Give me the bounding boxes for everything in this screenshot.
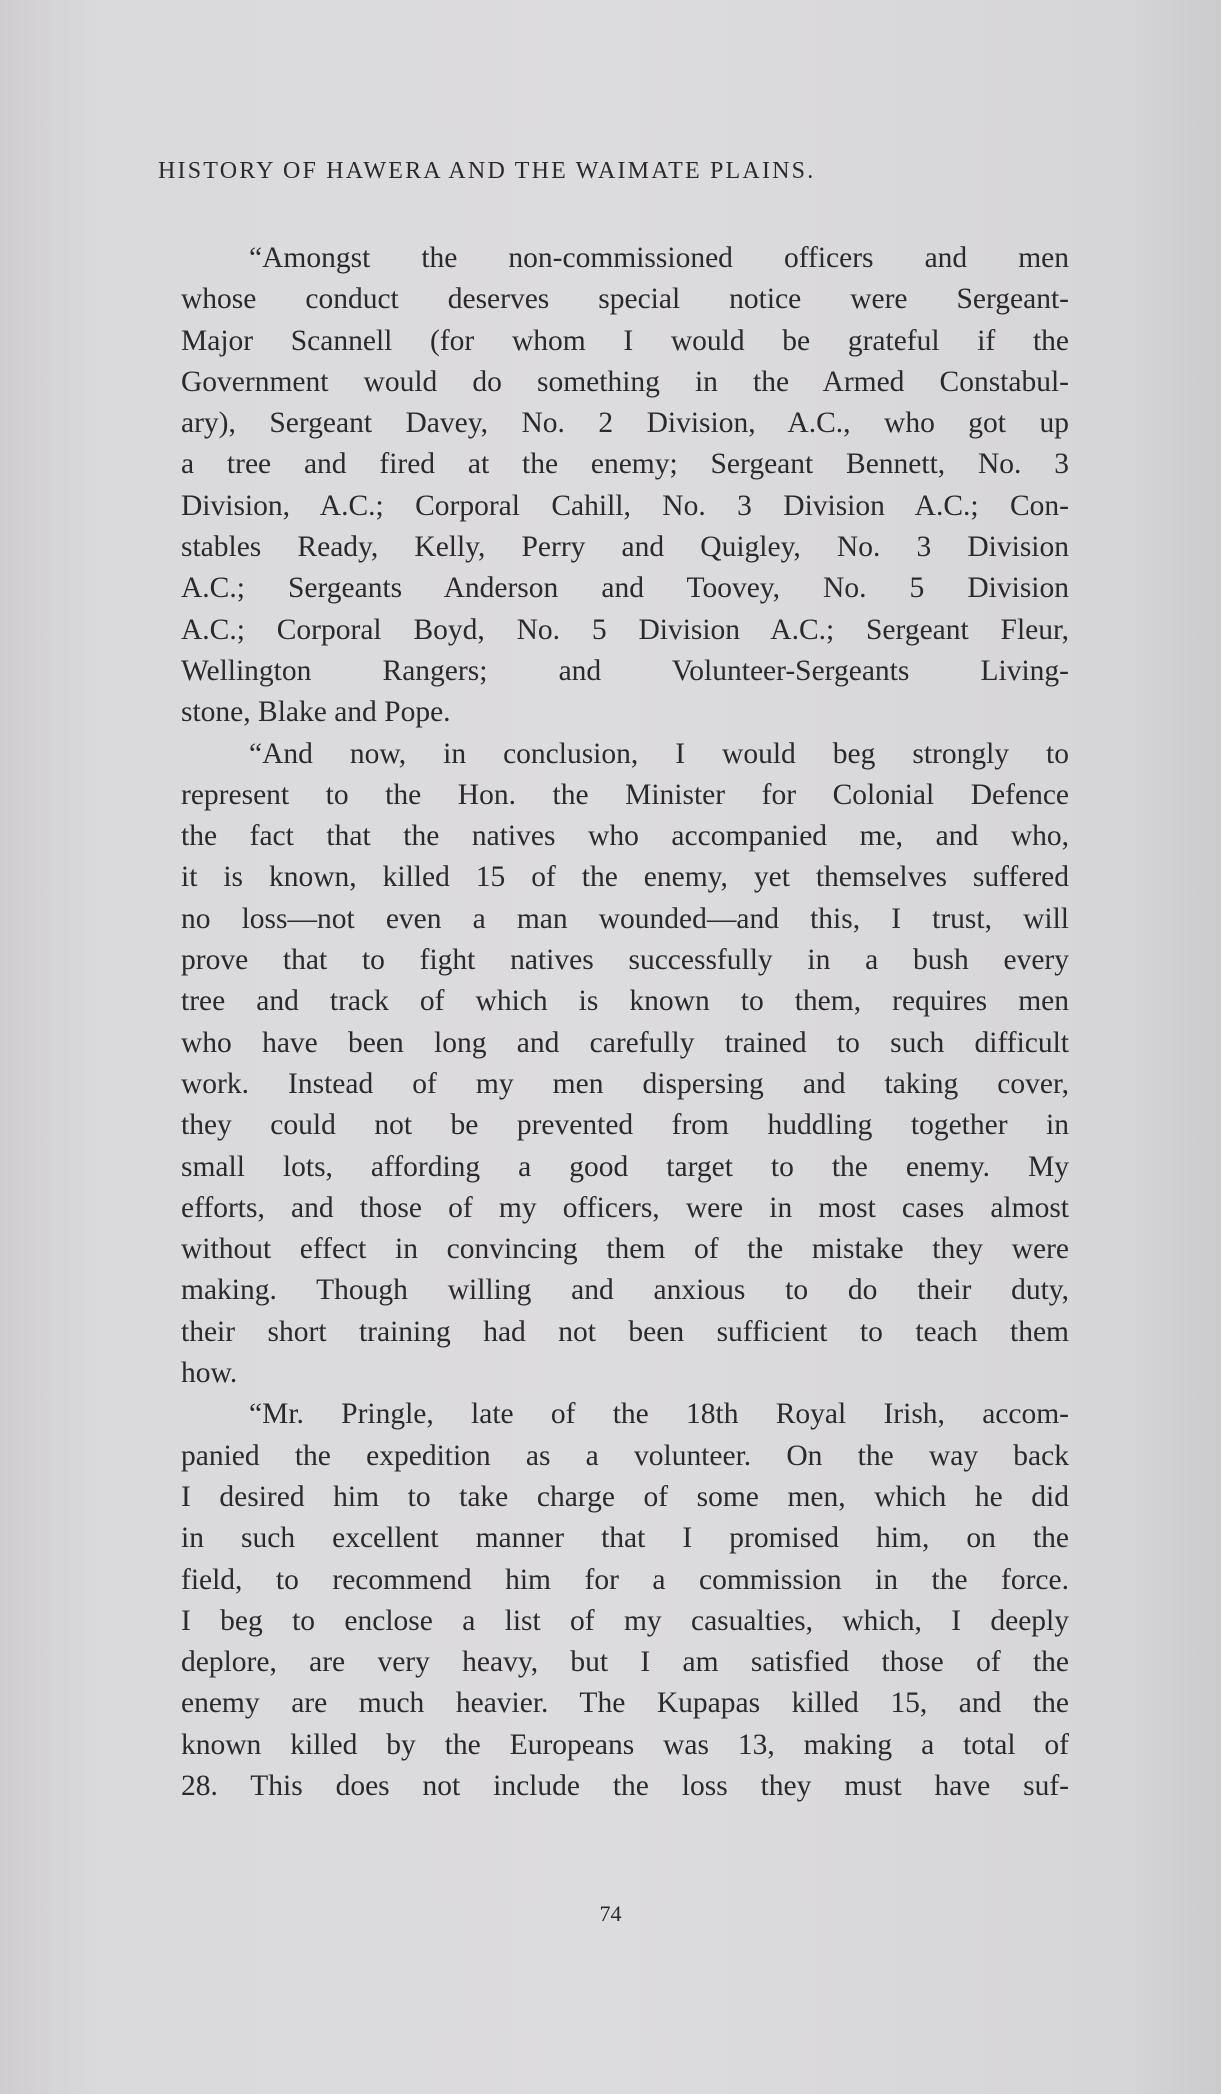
text-line: Wellington Rangers; and Volunteer-Sergeants Living- [181,654,1069,687]
text-line: Government would do something in the Armed Constabul- [181,365,1069,398]
text-line: A.C.; Corporal Boyd, No. 5 Division A.C.; Sergeant Fleur, [181,613,1069,646]
text-line: “And now, in conclusion, I would beg strongly to [249,737,1069,770]
text-line: 28. This does not include the loss they must have suf- [181,1769,1069,1802]
text-line: no loss—not even a man wounded—and this, I trust, will [181,902,1069,935]
text-line: deplore, are very heavy, but I am satisfied those of the [181,1646,1069,1679]
text-line: it is known, killed 15 of the enemy, yet themselves suffered [181,861,1069,894]
text-line: field, to recommend him for a commission in the force. [181,1563,1069,1596]
text-line: tree and track of which is known to them, requires men [181,985,1069,1018]
text-line: stone, Blake and Pope. [181,696,451,729]
text-line: prove that to fight natives successfully in a bush every [181,944,1069,977]
text-line: a tree and fired at the enemy; Sergeant Bennett, No. 3 [181,448,1069,481]
text-line: ary), Sergeant Davey, No. 2 Division, A.C., who got up [181,407,1069,440]
text-line: efforts, and those of my officers, were in most cases almost [181,1191,1069,1224]
text-line: I desired him to take charge of some men, which he did [181,1480,1069,1513]
text-line: who have been long and carefully trained to such difficult [181,1026,1069,1059]
running-head: HISTORY OF HAWERA AND THE WAIMATE PLAINS. [158,158,816,184]
text-line: the fact that the natives who accompanied me, and who, [181,820,1069,853]
text-line: how. [181,1357,238,1390]
text-line: known killed by the Europeans was 13, making a total of [181,1728,1069,1761]
body-text [181,238,1069,1807]
text-line: I beg to enclose a list of my casualties, which, I deeply [181,1604,1069,1637]
text-line: work. Instead of my men dispersing and taking cover, [181,1067,1069,1100]
text-line: Division, A.C.; Corporal Cahill, No. 3 Division A.C.; Con- [181,489,1069,522]
text-line: whose conduct deserves special notice were Sergeant- [181,283,1069,316]
text-line: A.C.; Sergeants Anderson and Toovey, No. 5 Division [181,572,1069,605]
text-line: panied the expedition as a volunteer. On the way back [181,1439,1069,1472]
text-line: in such excellent manner that I promised him, on the [181,1522,1069,1555]
text-line: they could not be prevented from huddling together in [181,1109,1069,1142]
text-line: making. Though willing and anxious to do their duty, [181,1274,1069,1307]
text-line: their short training had not been sufficient to teach them [181,1315,1069,1348]
text-line: small lots, affording a good target to the enemy. My [181,1150,1069,1183]
text-line: stables Ready, Kelly, Perry and Quigley, No. 3 Division [181,531,1069,564]
text-line: without effect in convincing them of the mistake they were [181,1233,1069,1266]
text-line: “Mr. Pringle, late of the 18th Royal Irish, accom- [249,1398,1069,1431]
text-line: “Amongst the non-commissioned officers and men [249,242,1069,274]
page-number: 74 [599,1901,622,1926]
text-line: represent to the Hon. the Minister for Colonial Defence [181,778,1069,811]
text-line: Major Scannell (for whom I would be grateful if the [181,324,1069,357]
text-line: enemy are much heavier. The Kupapas killed 15, and the [181,1687,1069,1720]
